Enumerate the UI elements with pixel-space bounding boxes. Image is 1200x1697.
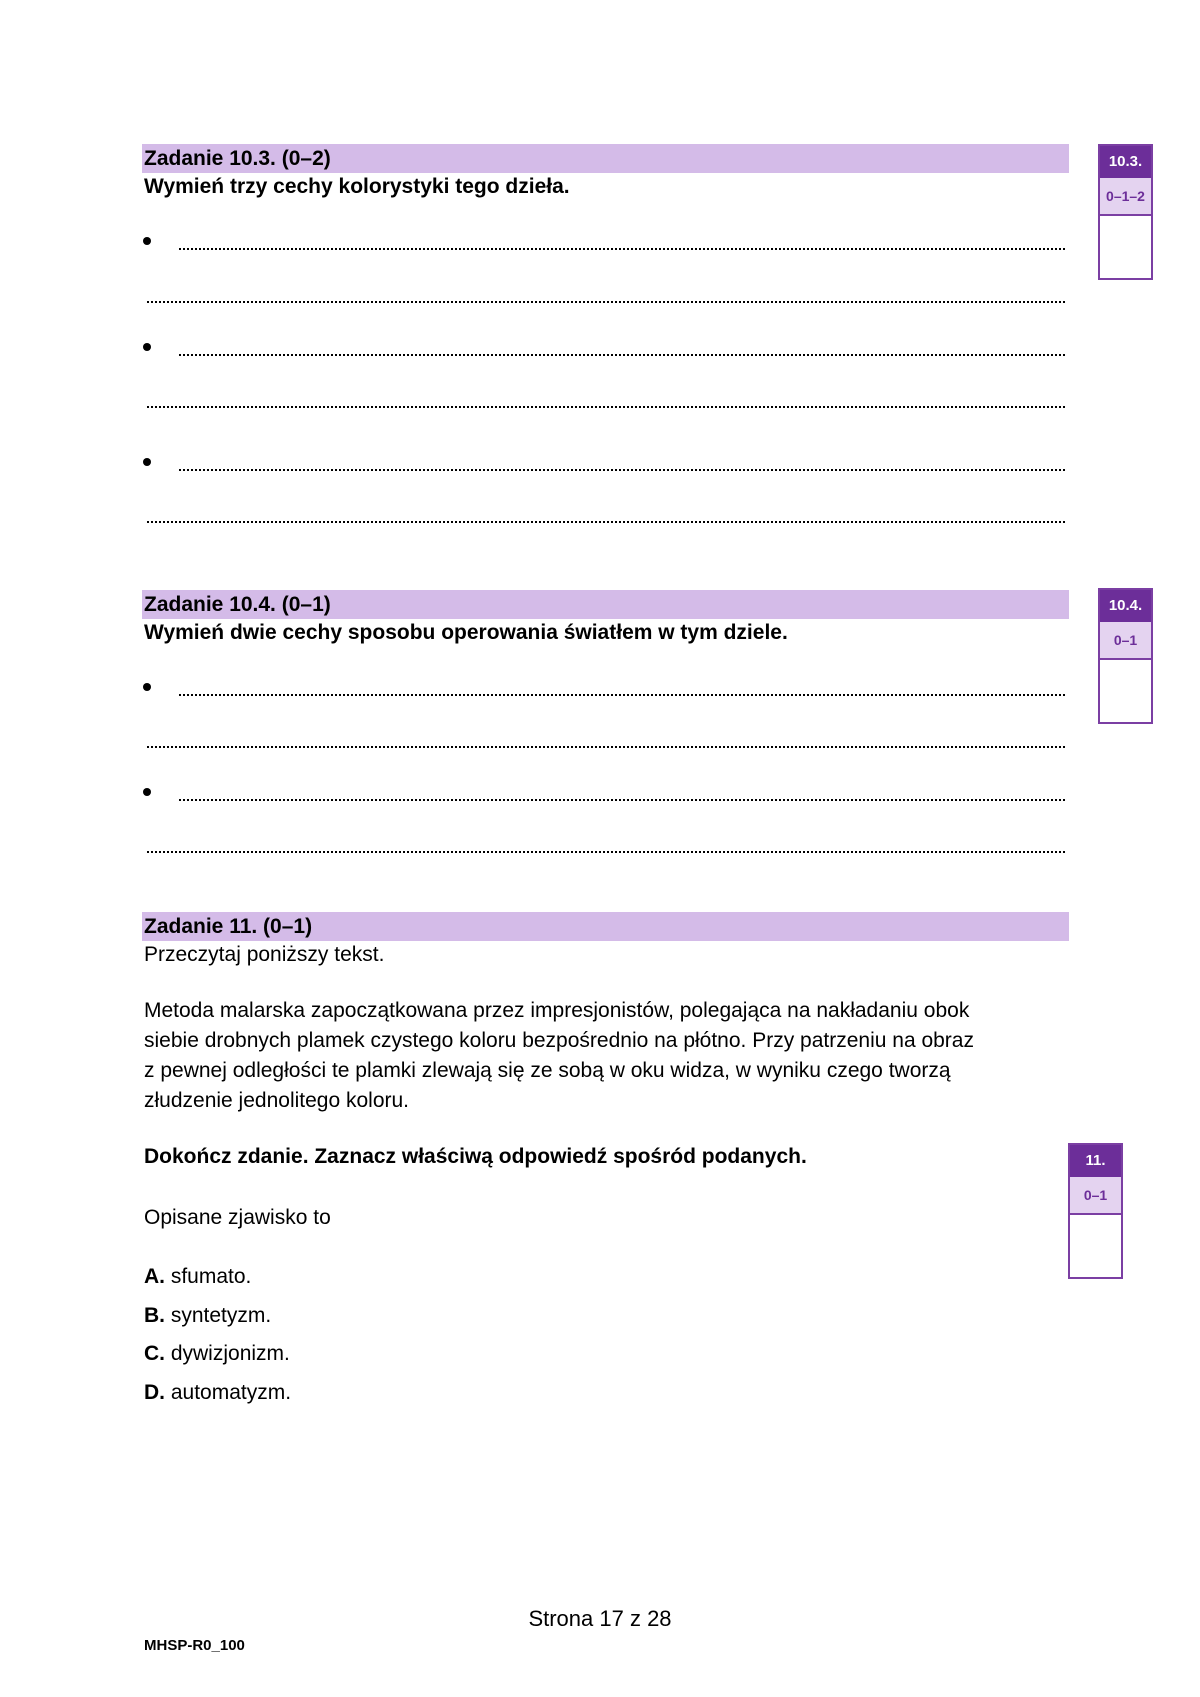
answer-line[interactable] bbox=[147, 851, 1065, 853]
task-11-instruction: Dokończ zdanie. Zaznacz właściwą odpowiedź spośród podanych. bbox=[144, 1145, 807, 1168]
option-letter: A. bbox=[144, 1265, 165, 1288]
score-box-10-4 bbox=[1098, 588, 1153, 724]
answer-option-d[interactable] bbox=[144, 1381, 291, 1405]
score-box-field bbox=[1100, 216, 1151, 278]
passage-line: z pewnej odległości te plamki zlewają się ze sobą w oku widza, w wyniku czego tworzą bbox=[144, 1059, 951, 1082]
task-10-3-header: Zadanie 10.3. (0–2) bbox=[142, 144, 1069, 173]
bullet bbox=[143, 343, 151, 351]
score-box-range: 0–1 bbox=[1100, 622, 1151, 660]
bullet bbox=[143, 237, 151, 245]
answer-line[interactable] bbox=[179, 469, 1065, 471]
option-letter: B. bbox=[144, 1304, 165, 1327]
answer-line[interactable] bbox=[179, 354, 1065, 356]
answer-line[interactable] bbox=[179, 799, 1065, 801]
task-11-intro: Przeczytaj poniższy tekst. bbox=[144, 943, 385, 966]
answer-line[interactable] bbox=[179, 694, 1065, 696]
option-letter: C. bbox=[144, 1342, 165, 1365]
score-box-number: 10.3. bbox=[1100, 146, 1151, 178]
answer-line[interactable] bbox=[147, 406, 1065, 408]
option-text: syntetyzm. bbox=[165, 1304, 272, 1327]
score-box-number: 10.4. bbox=[1100, 590, 1151, 622]
score-box-field bbox=[1070, 1215, 1121, 1277]
passage-line: Metoda malarska zapoczątkowana przez impresjonistów, polegająca na nakładaniu obok bbox=[144, 999, 970, 1022]
task-10-3-instruction: Wymień trzy cechy kolorystyki tego dzieła. bbox=[144, 175, 570, 198]
option-letter: D. bbox=[144, 1381, 165, 1404]
answer-option-a[interactable] bbox=[144, 1265, 251, 1289]
task-10-4-instruction: Wymień dwie cechy sposobu operowania światłem w tym dziele. bbox=[144, 621, 788, 644]
answer-option-c[interactable] bbox=[144, 1342, 290, 1366]
answer-line[interactable] bbox=[147, 301, 1065, 303]
task-11-stem: Opisane zjawisko to bbox=[144, 1206, 331, 1229]
bullet bbox=[143, 458, 151, 466]
task-11-header: Zadanie 11. (0–1) bbox=[142, 912, 1069, 941]
answer-line[interactable] bbox=[179, 248, 1065, 250]
score-box-field bbox=[1100, 660, 1151, 722]
option-text: automatyzm. bbox=[165, 1381, 292, 1404]
task-10-4-header: Zadanie 10.4. (0–1) bbox=[142, 590, 1069, 619]
passage-line: złudzenie jednolitego koloru. bbox=[144, 1089, 410, 1112]
option-text: sfumato. bbox=[165, 1265, 252, 1288]
page-number: Strona 17 z 28 bbox=[528, 1606, 672, 1631]
passage-line: siebie drobnych plamek czystego koloru bezpośrednio na płótno. Przy patrzeniu na obraz bbox=[144, 1029, 974, 1052]
score-box-range: 0–1 bbox=[1070, 1177, 1121, 1215]
option-text: dywizjonizm. bbox=[165, 1342, 290, 1365]
answer-option-b[interactable] bbox=[144, 1304, 271, 1328]
score-box-10-3 bbox=[1098, 144, 1153, 280]
answer-line[interactable] bbox=[147, 521, 1065, 523]
score-box-range: 0–1–2 bbox=[1100, 178, 1151, 216]
score-box-11 bbox=[1068, 1143, 1123, 1279]
task-11-passage bbox=[144, 996, 1044, 1116]
score-box-number: 11. bbox=[1070, 1145, 1121, 1177]
answer-line[interactable] bbox=[147, 746, 1065, 748]
bullet bbox=[143, 788, 151, 796]
bullet bbox=[143, 683, 151, 691]
exam-code: MHSP-R0_100 bbox=[144, 1637, 245, 1654]
